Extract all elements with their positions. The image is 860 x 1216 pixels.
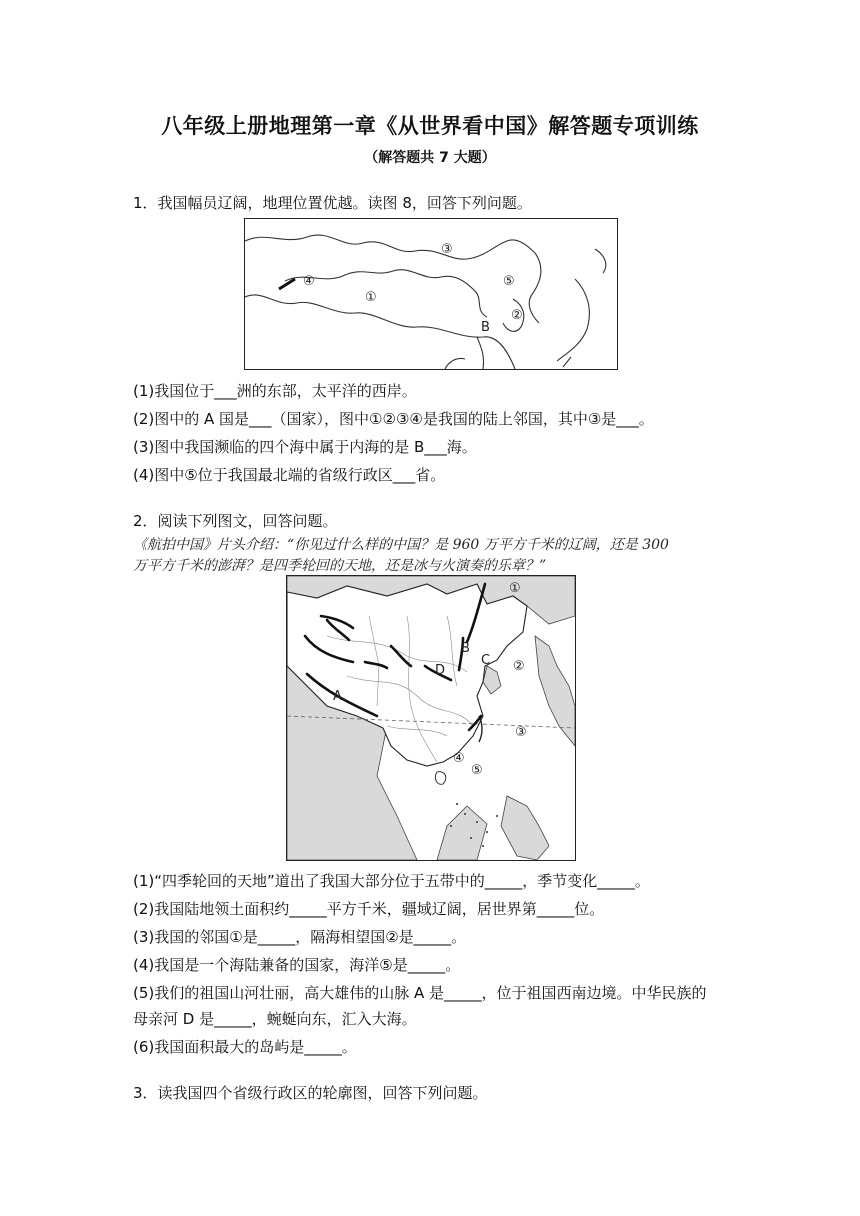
q1-label-3: ③ [441, 242, 453, 257]
q2-item-5b: 母亲河 D 是_____，蜿蜒向东，汇入大海。 [133, 1010, 417, 1028]
q1-item-1: (1)我国位于___洲的东部，太平洋的西岸。 [133, 382, 417, 400]
q1-item-3: (3)图中我国濒临的四个海中属于内海的是 B___海。 [133, 438, 477, 456]
q2-item-2: (2)我国陆地领土面积约_____平方千米，疆域辽阔，居世界第_____位。 [133, 900, 605, 918]
page-title: 八年级上册地理第一章《从世界看中国》解答题专项训练 [161, 114, 699, 138]
q2-label-1: ① [509, 581, 521, 596]
q2-label-d: D [435, 663, 446, 678]
q2-label-c: C [481, 653, 491, 668]
q2-map [286, 575, 576, 861]
q2-stem: 2．阅读下列图文，回答问题。 [133, 512, 338, 530]
q2-label-a: A [333, 689, 342, 704]
q2-item-1: (1)“四季轮回的天地”道出了我国大部分位于五带中的_____，季节变化_____。 [133, 872, 650, 890]
q1-label-b: B [481, 320, 490, 335]
q1-label-4: ④ [303, 274, 315, 289]
q2-item-3: (3)我国的邻国①是_____，隔海相望国②是_____。 [133, 928, 467, 946]
q2-label-3: ③ [515, 725, 527, 740]
q1-item-4: (4)图中⑤位于我国最北端的省级行政区___省。 [133, 466, 446, 484]
q1-map [244, 218, 618, 370]
q3-stem: 3．读我国四个省级行政区的轮廓图，回答下列问题。 [133, 1084, 488, 1102]
q1-label-5: ⑤ [503, 274, 515, 289]
q2-item-6: (6)我国面积最大的岛屿是_____。 [133, 1038, 357, 1056]
q2-label-b: B [461, 641, 470, 656]
q2-quote-line-2: 万平方千米的澎湃？是四季轮回的天地，还是冰与火演奏的乐章？” [133, 558, 547, 574]
q2-label-4: ④ [453, 751, 465, 766]
q2-quote-line-1: 《航拍中国》片头介绍：“你见过什么样的中国？是 960 万平方千米的辽阔，还是 300 [133, 537, 669, 553]
q2-label-5: ⑤ [471, 763, 483, 778]
q2-label-2: ② [513, 659, 525, 674]
q2-item-4: (4)我国是一个海陆兼备的国家，海洋⑤是_____。 [133, 956, 461, 974]
q1-label-2: ② [511, 308, 523, 323]
page-subtitle: （解答题共 7 大题） [364, 150, 496, 166]
q2-item-5a: (5)我们的祖国山河壮丽，高大雄伟的山脉 A 是_____，位于祖国西南边境。中华民族的 [133, 984, 707, 1002]
q1-item-2: (2)图中的 A 国是___（国家），图中①②③④是我国的陆上邻国，其中③是___。 [133, 410, 654, 428]
q1-label-1: ① [365, 290, 377, 305]
q1-stem: 1．我国幅员辽阔，地理位置优越。读图 8，回答下列问题。 [133, 194, 532, 212]
